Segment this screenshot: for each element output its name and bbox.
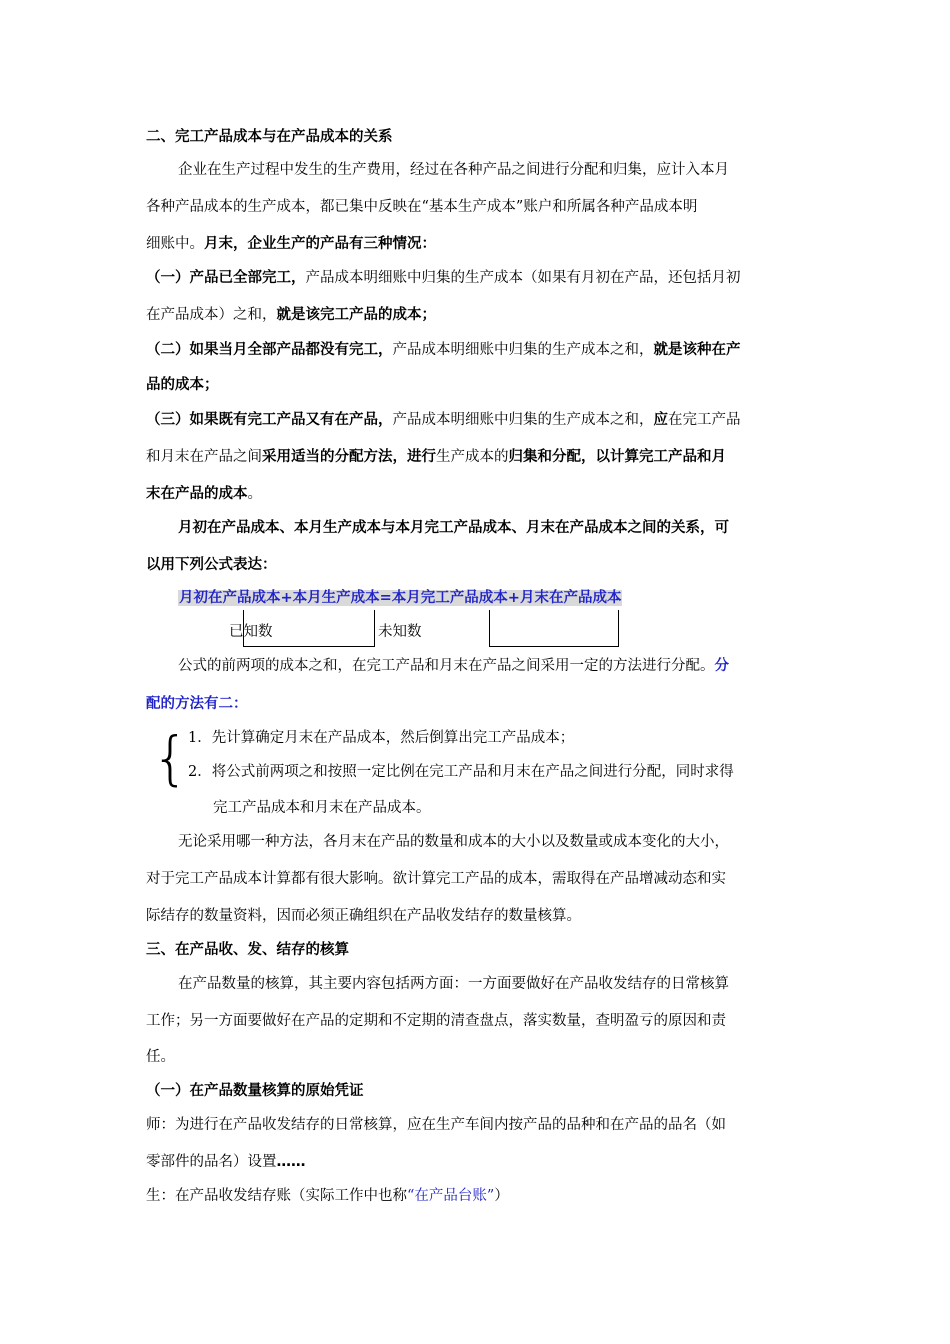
para3-line3: 际结存的数量资料，因而必须正确组织在产品收发结存的数量核算。 — [146, 908, 581, 924]
known-label: 已知数 — [229, 624, 273, 640]
s3-para1-line3: 任。 — [146, 1049, 175, 1065]
case3-line3: 末在产品的成本。 — [146, 486, 262, 502]
unknown-bracket — [489, 610, 619, 647]
section3-heading: 三、在产品收、发、结存的核算 — [146, 942, 349, 958]
curly-brace: { — [152, 724, 189, 792]
relation-line2: 以用下列公式表达： — [146, 557, 277, 573]
case3-line1: （三）如果既有完工产品又有在产品，产品成本明细账中归集的生产成本之和，应在完工产品 — [146, 412, 741, 428]
case1-line1: （一）产品已全部完工，产品成本明细账中归集的生产成本（如果有月初在产品，还包括月初 — [146, 270, 741, 286]
method-2-line1: 2．将公式前两项之和按照一定比例在完工产品和月末在产品之间进行分配，同时求得 — [188, 764, 734, 780]
student-line: 生：在产品收发结存账（实际工作中也称“在产品台账”） — [146, 1188, 509, 1204]
formula-text: 月初在产品成本+本月生产成本=本月完工产品成本+月末在产品成本 — [179, 590, 622, 606]
unknown-label: 未知数 — [378, 624, 422, 640]
method-1: 1．先计算确定月末在产品成本，然后倒算出完工产品成本； — [188, 730, 575, 746]
para3-line1: 无论采用哪一种方法，各月末在产品的数量和成本的大小以及数量或成本变化的大小， — [178, 834, 729, 850]
case1-line2: 在产品成本）之和，就是该完工产品的成本； — [146, 307, 436, 323]
case2-line1: （二）如果当月全部产品都没有完工，产品成本明细账中归集的生产成本之和，就是该种在产 — [146, 342, 741, 358]
para2-line2: 配的方法有二： — [146, 696, 248, 712]
case3-line2: 和月末在产品之间采用适当的分配方法，进行生产成本的归集和分配，以计算完工产品和月 — [146, 449, 726, 465]
para2-line1: 公式的前两项的成本之和，在完工产品和月末在产品之间采用一定的方法进行分配。分 — [178, 658, 729, 674]
para1-line3: 细账中。月末，企业生产的产品有三种情况： — [146, 236, 436, 252]
para3-line2: 对于完工产品成本计算都有很大影响。欲计算完工产品的成本，需取得在产品增减动态和实 — [146, 871, 726, 887]
teacher-line1: 师：为进行在产品收发结存的日常核算，应在生产车间内按产品的品种和在产品的品名（如 — [146, 1117, 726, 1133]
method-2-line2: 完工产品成本和月末在产品成本。 — [213, 800, 431, 816]
section2-heading: 二、完工产品成本与在产品成本的关系 — [146, 129, 393, 145]
relation-line1: 月初在产品成本、本月生产成本与本月完工产品成本、月末在产品成本之间的关系，可 — [178, 520, 729, 536]
para1-line1: 企业在生产过程中发生的生产费用，经过在各种产品之间进行分配和归集，应计入本月 — [178, 162, 729, 178]
case2-line2: 品的成本； — [146, 377, 219, 393]
teacher-line2: 零部件的品名）设置…… — [146, 1154, 306, 1170]
para1-line2: 各种产品成本的生产成本，都已集中反映在“基本生产成本”账户和所属各种产品成本明 — [146, 199, 698, 215]
s3-para1-line1: 在产品数量的核算，其主要内容包括两方面：一方面要做好在产品收发结存的日常核算 — [178, 976, 729, 992]
formula — [178, 588, 622, 608]
s3-para1-line2: 工作；另一方面要做好在产品的定期和不定期的清查盘点，落实数量，查明盈亏的原因和责 — [146, 1013, 726, 1029]
subheading-1: （一）在产品数量核算的原始凭证 — [146, 1083, 364, 1099]
